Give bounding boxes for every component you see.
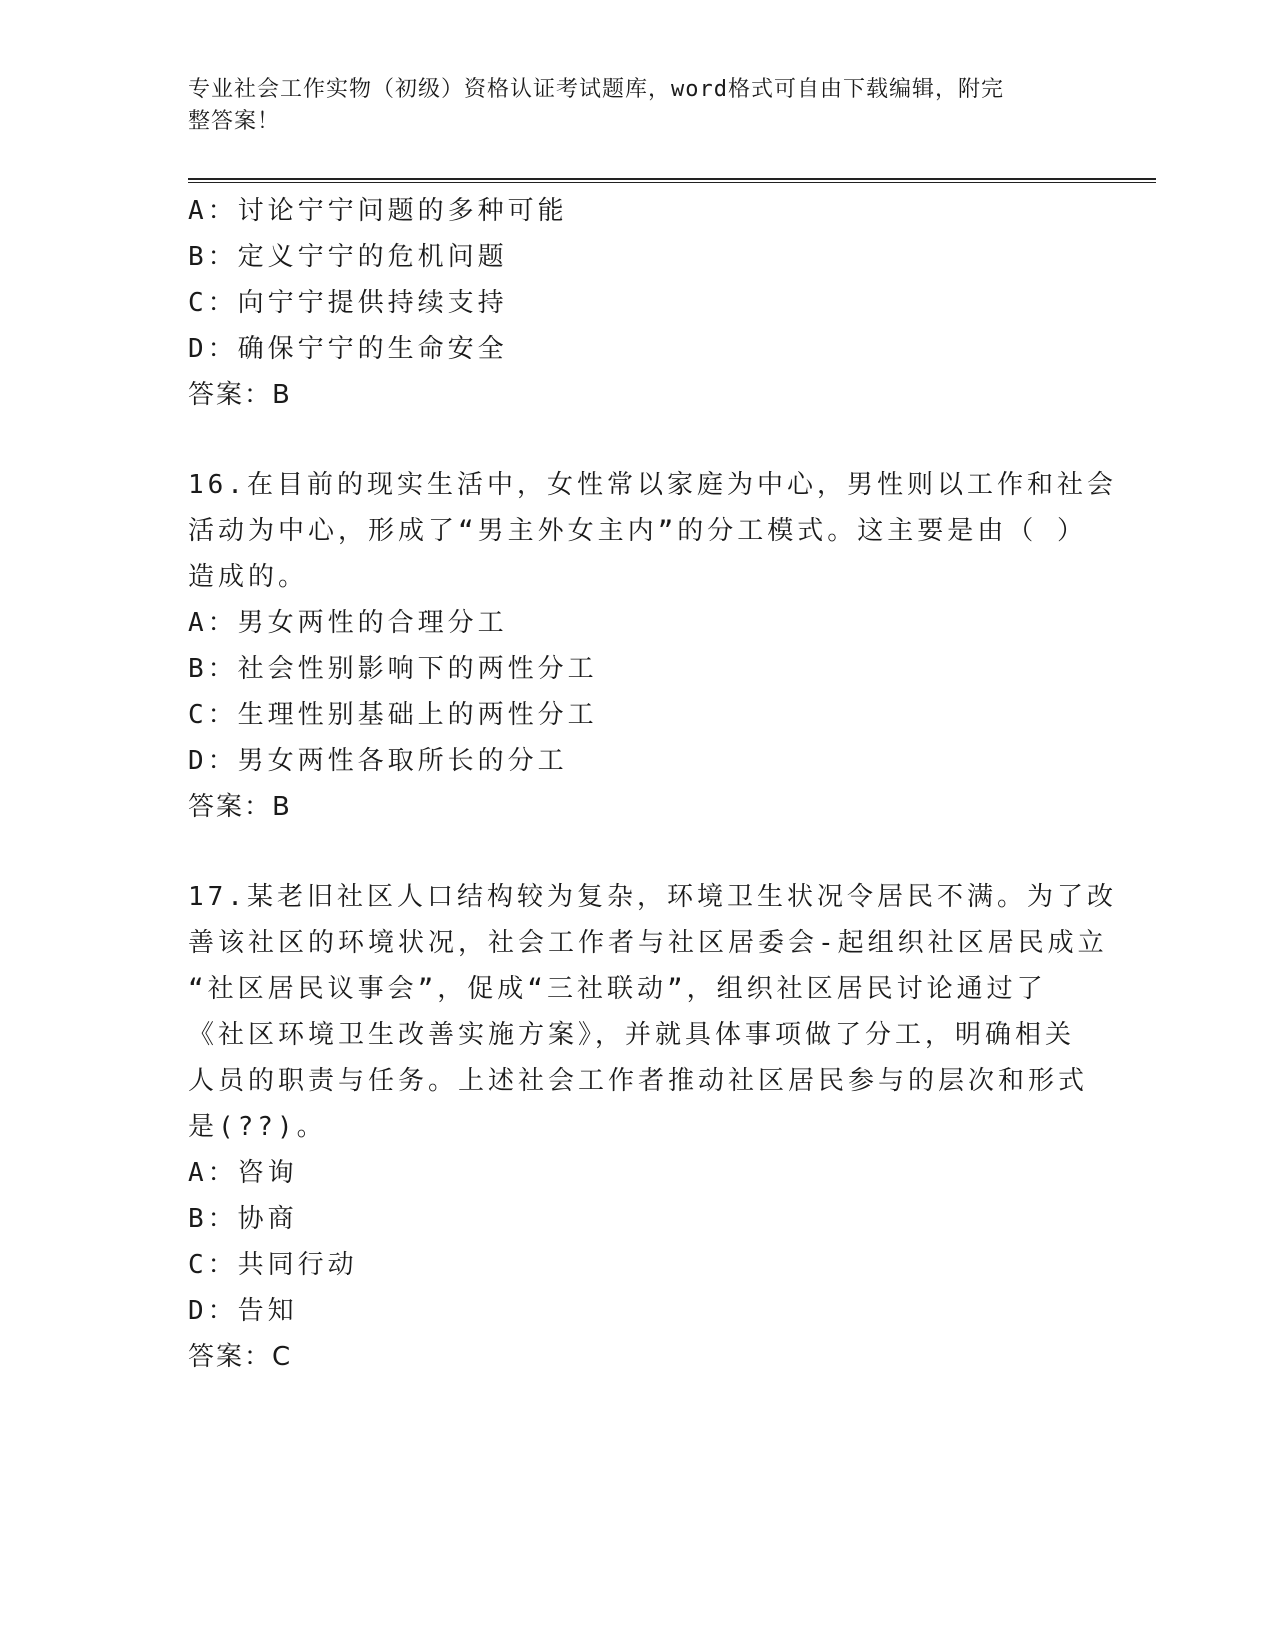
document-header bbox=[188, 74, 1088, 138]
question-17 bbox=[188, 874, 1117, 1380]
stem-line: “社区居民议事会”，促成“三社联动”，组织社区居民讨论通过了 bbox=[188, 974, 1047, 1004]
option-b: B：协商 bbox=[188, 1204, 298, 1234]
question-stem bbox=[188, 874, 1117, 1150]
option-a: A：咨询 bbox=[188, 1158, 298, 1188]
option-d: D：告知 bbox=[188, 1296, 298, 1326]
spacer bbox=[188, 418, 1088, 462]
option-a: A：男女两性的合理分工 bbox=[188, 608, 508, 638]
option-c: C：共同行动 bbox=[188, 1250, 358, 1280]
header-line-1: 专业社会工作实物（初级）资格认证考试题库，word格式可自由下载编辑，附完 bbox=[188, 77, 1004, 102]
option-c: C：向宁宁提供持续支持 bbox=[188, 288, 508, 318]
answer-line: 答案：C bbox=[188, 1342, 293, 1372]
stem-line: 造成的。 bbox=[188, 562, 309, 592]
question-list bbox=[188, 188, 1117, 1380]
option-b: B：社会性别影响下的两性分工 bbox=[188, 654, 598, 684]
stem-line: 善该社区的环境状况，社会工作者与社区居委会-起组织社区居民成立 bbox=[188, 928, 1108, 958]
answer-line: 答案：B bbox=[188, 380, 292, 410]
option-d: D：男女两性各取所长的分工 bbox=[188, 746, 568, 776]
stem-line: 17.某老旧社区人口结构较为复杂，环境卫生状况令居民不满。为了改 bbox=[188, 882, 1117, 912]
option-d: D：确保宁宁的生命安全 bbox=[188, 334, 508, 364]
header-divider bbox=[188, 178, 1156, 183]
stem-line: 16.在目前的现实生活中，女性常以家庭为中心，男性则以工作和社会 bbox=[188, 470, 1117, 500]
option-a: A：讨论宁宁问题的多种可能 bbox=[188, 196, 568, 226]
option-b: B：定义宁宁的危机问题 bbox=[188, 242, 508, 272]
header-line-2: 整答案！ bbox=[188, 109, 281, 134]
question-15 bbox=[188, 188, 1088, 418]
stem-line: 是(??)。 bbox=[188, 1112, 327, 1142]
option-c: C：生理性别基础上的两性分工 bbox=[188, 700, 598, 730]
answer-line: 答案：B bbox=[188, 792, 292, 822]
spacer bbox=[188, 830, 1088, 874]
stem-line: 《社区环境卫生改善实施方案》，并就具体事项做了分工，明确相关 bbox=[188, 1020, 1076, 1050]
stem-line: 活动为中心，形成了“男主外女主内”的分工模式。这主要是由（ ） bbox=[188, 516, 1087, 546]
question-16 bbox=[188, 462, 1117, 830]
question-stem bbox=[188, 462, 1117, 600]
stem-line: 人员的职责与任务。上述社会工作者推动社区居民参与的层次和形式 bbox=[188, 1066, 1089, 1096]
